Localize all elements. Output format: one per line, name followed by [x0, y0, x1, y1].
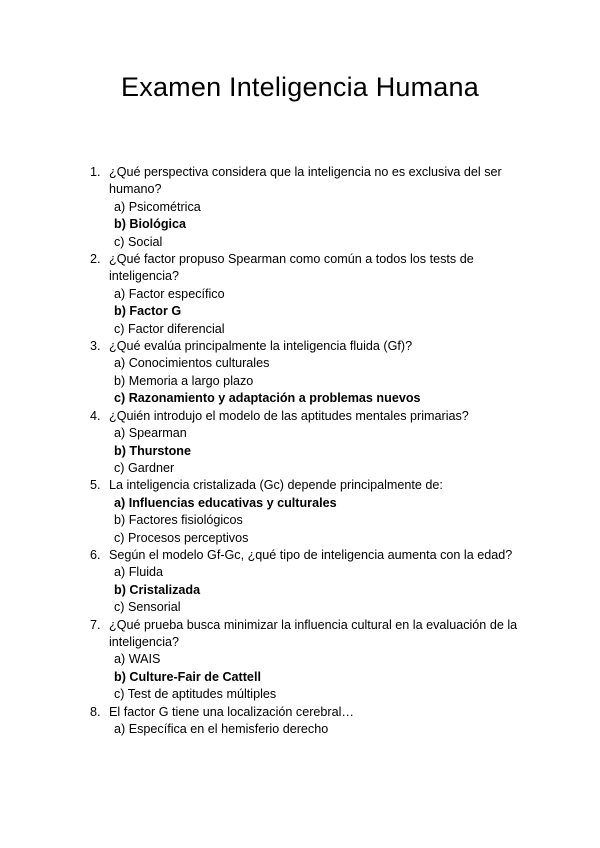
question-item [0, 704, 600, 739]
answer-options [109, 721, 530, 738]
answer-option: a) Fluida [114, 565, 163, 580]
answer-option: c) Procesos perceptivos [114, 530, 249, 545]
question-number: 7. [90, 617, 101, 632]
question-text: ¿Quién introdujo el modelo de las aptitudes mentales primarias? [109, 408, 469, 423]
question-number: 4. [90, 408, 101, 423]
question-list [0, 164, 600, 738]
answer-option: a) Específica en el hemisferio derecho [114, 722, 329, 736]
answer-option: c) Gardner [114, 460, 175, 475]
correct-answer-option: c) Razonamiento y adaptación a problemas nuevos [114, 391, 421, 406]
question-item [0, 547, 600, 617]
question-item [0, 477, 600, 547]
question-text: Según el modelo Gf-Gc, ¿qué tipo de inteligencia aumenta con la edad? [109, 547, 513, 562]
answer-option: a) Factor específico [114, 286, 225, 301]
question-number: 5. [90, 478, 101, 493]
question-text: La inteligencia cristalizada (Gc) depende principalmente de: [109, 478, 443, 493]
answer-option: a) WAIS [114, 652, 161, 667]
question-number: 6. [90, 547, 101, 562]
answer-options [109, 495, 530, 547]
answer-option: c) Factor diferencial [114, 321, 225, 336]
answer-option: c) Social [114, 234, 163, 249]
answer-option: a) Psicométrica [114, 199, 201, 214]
answer-option: b) Memoria a largo plazo [114, 373, 254, 388]
correct-answer-option: a) Influencias educativas y culturales [114, 495, 337, 510]
question-item [0, 617, 600, 704]
question-text: El factor G tiene una localización cerebral… [109, 704, 355, 719]
correct-answer-option: b) Cristalizada [114, 582, 201, 597]
question-item [0, 408, 600, 478]
document-title: Examen Inteligencia Humana [121, 72, 479, 102]
question-number: 1. [90, 165, 101, 179]
answer-option: a) Conocimientos culturales [114, 356, 270, 371]
question-item [0, 164, 600, 251]
answer-options [109, 199, 530, 251]
question-number: 3. [90, 339, 101, 354]
answer-option: b) Factores fisiológicos [114, 513, 243, 528]
question-text: ¿Qué evalúa principalmente la inteligencia fluida (Gf)? [109, 339, 413, 354]
answer-options [109, 355, 530, 407]
answer-option: a) Spearman [114, 426, 187, 441]
question-text: ¿Qué perspectiva considera que la inteligencia no es exclusiva del ser humano? [109, 165, 502, 197]
correct-answer-option: b) Biológica [114, 217, 187, 232]
question-number: 8. [90, 704, 101, 719]
question-item [0, 251, 600, 338]
question-text: ¿Qué prueba busca minimizar la influencia cultural en la evaluación de la inteligencia? [109, 617, 518, 649]
question-item [0, 338, 600, 408]
answer-option: c) Sensorial [114, 600, 181, 615]
answer-options [109, 286, 530, 338]
answer-options [109, 564, 530, 616]
correct-answer-option: b) Culture-Fair de Cattell [114, 669, 261, 684]
question-number: 2. [90, 252, 101, 267]
correct-answer-option: b) Factor G [114, 304, 182, 319]
answer-option: c) Test de aptitudes múltiples [114, 687, 277, 702]
correct-answer-option: b) Thurstone [114, 443, 191, 458]
question-text: ¿Qué factor propuso Spearman como común a todos los tests de inteligencia? [109, 252, 474, 284]
answer-options [109, 651, 530, 703]
answer-options [109, 425, 530, 477]
